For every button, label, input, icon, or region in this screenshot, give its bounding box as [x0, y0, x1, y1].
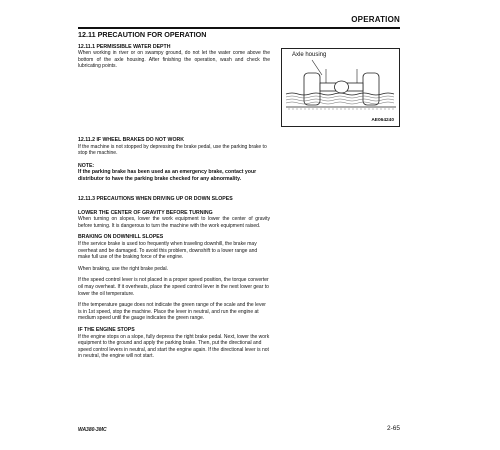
section-12-11-2 — [78, 137, 270, 183]
p-center-of-gravity: When turning on slopes, lower the work equipment to lower the center of gravity before turning. It is dangerous to turn the machine with the work equipment raised. — [78, 216, 270, 229]
heading-braking-downhill: BRAKING ON DOWNHILL SLOPES — [78, 234, 164, 241]
s1-body: When working in river or on swampy ground, do not let the water come above the bottom of the axle housing. After finishing the operation, wash and check the lubricating points. — [78, 50, 270, 70]
s1-title: 12.11.1 PERMISSIBLE WATER DEPTH — [78, 43, 171, 50]
figure-code: AE064240 — [371, 118, 394, 123]
section-title: 12.11 PRECAUTION FOR OPERATION — [78, 30, 207, 39]
heading-engine-stops: IF THE ENGINE STOPS — [78, 326, 135, 333]
p-temperature-gauge: If the temperature gauge does not indicate the green range of the scale and the lever is in 1st speed, stop the machine. Place the lever in neutral, and run the engine at medium speed until the gauge indicates the green range. — [78, 302, 266, 322]
s2-title: 12.11.2 IF WHEEL BRAKES DO NOT WORK — [78, 137, 184, 143]
axle-housing-drawing — [282, 49, 401, 128]
heading-center-of-gravity: LOWER THE CENTER OF GRAVITY BEFORE TURNING — [78, 209, 213, 216]
header-rule — [78, 27, 400, 29]
note-body: If the parking brake has been used as an emergency brake, contact your distributor to have the parking brake checked for any abnormality. — [78, 169, 257, 182]
section-12-11-3 — [78, 196, 270, 360]
section-12-11 — [78, 32, 270, 70]
section-header: OPERATION — [351, 15, 400, 24]
p-engine-stops: If the engine stops on a slope, fully depress the right brake pedal. Next, lower the work equipment to the ground and apply the parking brake. Then, put the directional and speed control levers in neutral, and start the engine again. If the directional lever is not in neutral, the engine will not start. — [78, 333, 270, 360]
footer-model: WA380-3MC — [78, 427, 107, 433]
page-number: 2-65 — [386, 425, 400, 432]
s3-title: 12.11.3 PRECAUTIONS WHEN DRIVING UP OR DOWN SLOPES — [78, 196, 233, 202]
p-braking-downhill: If the service brake is used too frequently when traveling downhill, the brake may overheat and be damaged. To avoid this problem, downshift to a lower range and make full use of the braking force of the engine. — [78, 240, 258, 261]
axle-housing-figure — [281, 48, 400, 127]
note-title: NOTE: — [78, 162, 95, 169]
p-right-brake: When braking, use the right brake pedal. — [78, 265, 169, 272]
s2-body: If the machine is not stopped by depressing the brake pedal, use the parking brake to stop the machine. — [78, 143, 267, 157]
p-speed-lever: If the speed control lever is not placed in a proper speed position, the torque converter oil may overheat. If it overheats, place the speed control lever in the next lower gear to lower the oil temperature. — [78, 277, 269, 297]
axle-housing-label: Axle housing — [292, 52, 327, 58]
